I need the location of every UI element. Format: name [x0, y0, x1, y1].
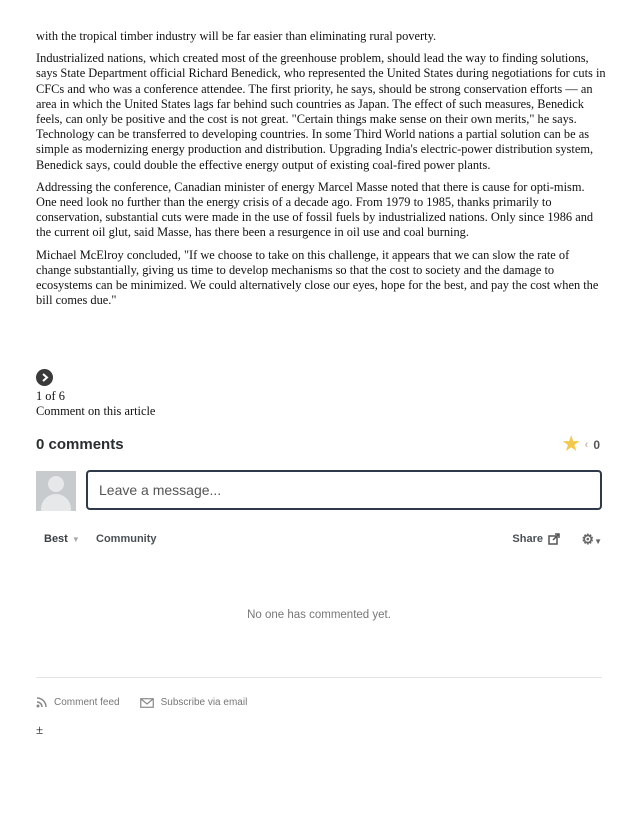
envelope-icon [140, 698, 154, 708]
expand-toggle[interactable]: ± [36, 722, 44, 737]
chevron-right-icon [41, 373, 49, 382]
comment-message-input[interactable] [86, 470, 602, 510]
no-comments-message: No one has commented yet. [247, 609, 391, 621]
caret-down-icon: ▼ [594, 537, 602, 546]
favorite-count: 0 [593, 438, 600, 452]
subscribe-email-link[interactable] [140, 697, 248, 708]
comments-count-title: 0 comments [36, 436, 124, 453]
next-page-button[interactable] [36, 369, 53, 386]
chevron-left-icon: ‹ [584, 439, 589, 451]
comment-feed-link[interactable] [36, 697, 120, 708]
page-count: 1 of 6 [36, 389, 65, 403]
article-paragraph-4: Michael McElroy concluded, "If we choose to take on this challenge, it appears that we can slow the rate of change substantially, giving us time to develop mechanisms so that the cost to society and the damage to ecosystems can be minimized. We could alternatively close our eyes, hope for the best, and pay the cost when the bill comes due." [36, 247, 599, 308]
sort-label: Best [44, 533, 68, 545]
gear-icon: ⚙ [581, 531, 595, 547]
divider [36, 677, 602, 678]
article-paragraph-2: Industrialized nations, which created most of the greenhouse problem, should lead the way to finding solutions, says State Department official Richard Benedick, who represented the United States during negotiations for cuts in CFCs and who was a conference attendee. The first priority, he says, should be strong conservation efforts — an area in which the United States lags far behind such countries as Japan. The effect of such measures, Benedick feels, can only be positive and the cost is not great. "Certain things make sense on their own merits," he says. Technology can be transferred to developing countries. In some Third World nations a partial solution can be as simple as modernizing energy production and distribution. Upgrading India's electric-power distribution system, Benedick says, could double the effective energy output of existing coal-fired power plants. [36, 51, 606, 172]
message-placeholder: Leave a message... [99, 482, 222, 498]
subscribe-email-label: Subscribe via email [160, 697, 248, 708]
comment-feed-label: Comment feed [54, 697, 120, 708]
tab-community[interactable]: Community [96, 533, 157, 545]
comment-on-article-link[interactable]: Comment on this article [36, 404, 156, 418]
user-avatar-icon [36, 471, 76, 511]
settings-menu[interactable] [582, 531, 602, 548]
share-icon [548, 533, 560, 545]
share-label: Share [512, 533, 543, 545]
article-body [36, 29, 606, 315]
article-paragraph-3: Addressing the conference, Canadian minister of energy Marcel Masse noted that there is cause for opti-mism. One need look no further than the energy crisis of a decade ago. From 1979 to 1985, thanks primarily to conservation, substantial cuts were made in the use of fossil fuels by industrialized nations. Only since 1986 and the current oil glut, said Masse, has there been a resurgence in oil use and coal burning. [36, 179, 594, 240]
favorite-button[interactable] [563, 436, 600, 454]
rss-icon [36, 697, 47, 708]
comments-footer [36, 697, 267, 708]
star-icon: ★ [562, 434, 580, 455]
sort-dropdown[interactable] [44, 533, 80, 545]
caret-down-icon: ▼ [71, 535, 80, 544]
comments-nav [36, 533, 602, 549]
article-paragraph-1: with the tropical timber industry will be far easier than eliminating rural poverty. [36, 29, 437, 43]
share-button[interactable] [512, 533, 560, 545]
